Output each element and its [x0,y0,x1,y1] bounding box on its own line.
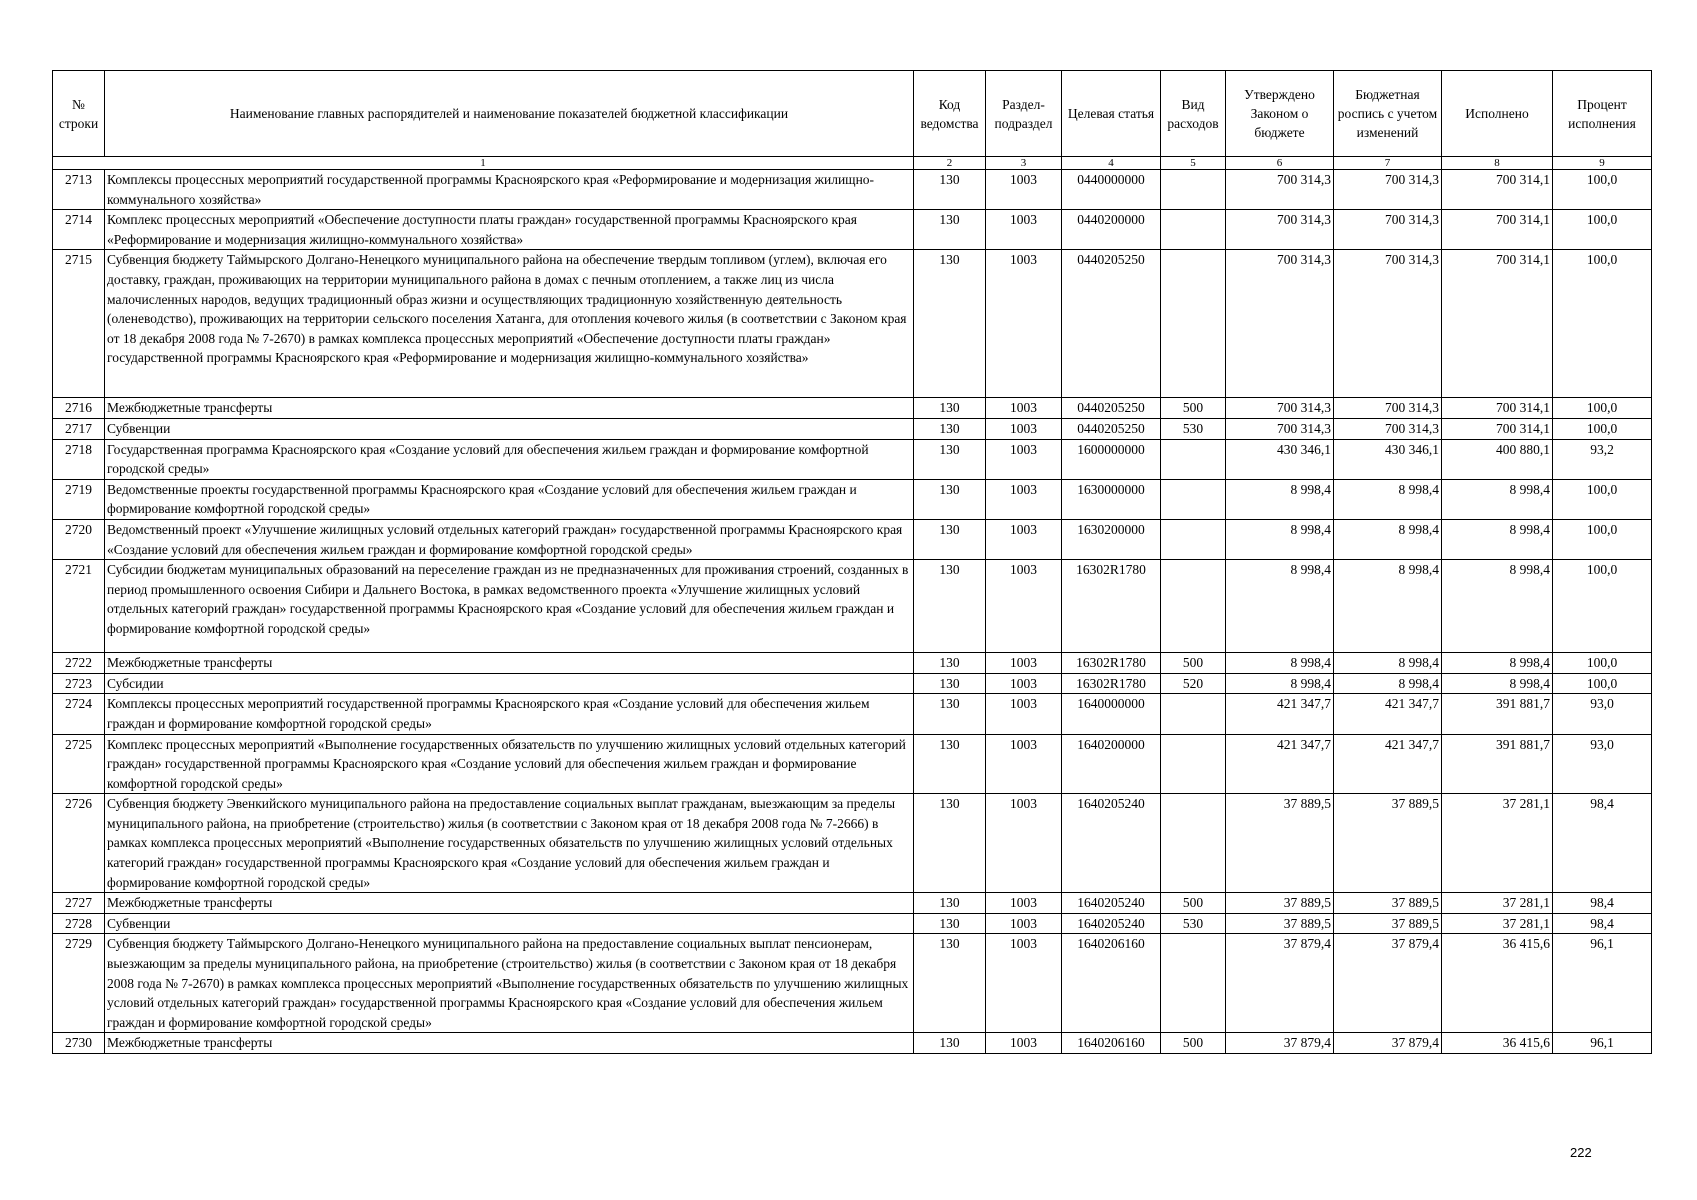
header-target-article: Целевая статья [1062,71,1161,157]
executed-amount-cell: 700 314,1 [1442,398,1553,419]
budget-schedule-cell: 8 998,4 [1334,519,1442,559]
budget-schedule-cell: 8 998,4 [1334,479,1442,519]
row-name-cell: Межбюджетные трансферты [105,653,914,674]
row-name-cell: Ведомственный проект «Улучшение жилищных условий отдельных категорий граждан» государственной программы Красноярского края «Создание условий для обеспечения жильем граждан и формирование комфортной городской среды» [105,519,914,559]
department-code-cell: 130 [914,694,986,734]
executed-amount-cell: 400 880,1 [1442,439,1553,479]
expense-type-cell [1161,439,1226,479]
budget-schedule-cell: 700 314,3 [1334,418,1442,439]
approved-amount-cell: 700 314,3 [1226,398,1334,419]
executed-amount-cell: 8 998,4 [1442,519,1553,559]
executed-amount-cell: 8 998,4 [1442,653,1553,674]
percent-cell: 100,0 [1553,170,1652,210]
approved-amount-cell: 8 998,4 [1226,673,1334,694]
percent-cell: 100,0 [1553,210,1652,250]
table-row [53,694,1652,734]
department-code-cell: 130 [914,560,986,653]
target-article-cell: 1640205240 [1062,893,1161,914]
approved-amount-cell: 8 998,4 [1226,519,1334,559]
department-code-cell: 130 [914,250,986,398]
section-cell: 1003 [986,210,1062,250]
executed-amount-cell: 700 314,1 [1442,418,1553,439]
approved-amount-cell: 37 889,5 [1226,913,1334,934]
department-code-cell: 130 [914,734,986,794]
row-number-cell: 2717 [53,418,105,439]
percent-cell: 100,0 [1553,398,1652,419]
expense-type-cell [1161,210,1226,250]
column-numbers-row [53,157,1652,170]
approved-amount-cell: 430 346,1 [1226,439,1334,479]
table-row [53,479,1652,519]
column-number: 1 [53,157,914,170]
target-article-cell: 16302R1780 [1062,560,1161,653]
row-name-cell: Межбюджетные трансферты [105,893,914,914]
section-cell: 1003 [986,794,1062,893]
approved-amount-cell: 37 889,5 [1226,794,1334,893]
percent-cell: 100,0 [1553,560,1652,653]
row-number-cell: 2726 [53,794,105,893]
target-article-cell: 1640206160 [1062,1033,1161,1054]
section-cell: 1003 [986,673,1062,694]
expense-type-cell [1161,794,1226,893]
target-article-cell: 1640200000 [1062,734,1161,794]
row-number-cell: 2718 [53,439,105,479]
budget-schedule-cell: 37 879,4 [1334,934,1442,1033]
section-cell: 1003 [986,694,1062,734]
row-number-cell: 2728 [53,913,105,934]
executed-amount-cell: 37 281,1 [1442,893,1553,914]
row-name-cell: Комплексы процессных мероприятий государственной программы Красноярского края «Создание условий для обеспечения жильем граждан и формирование комфортной городской среды» [105,694,914,734]
percent-cell: 98,4 [1553,893,1652,914]
column-number: 4 [1062,157,1161,170]
page-number: 222 [1570,1145,1592,1160]
percent-cell: 100,0 [1553,653,1652,674]
budget-schedule-cell: 8 998,4 [1334,560,1442,653]
executed-amount-cell: 700 314,1 [1442,250,1553,398]
executed-amount-cell: 8 998,4 [1442,673,1553,694]
executed-amount-cell: 37 281,1 [1442,794,1553,893]
department-code-cell: 130 [914,1033,986,1054]
approved-amount-cell: 8 998,4 [1226,560,1334,653]
row-name-cell: Субвенция бюджету Эвенкийского муниципального района на предоставление социальных выплат гражданам, выезжающим за пределы муниципального района, на приобретение (строительство) жилья (в соответствии с Законом края от 18 декабря 2008 года № 7-2666) в рамках комплекса процессных мероприятий «Выполнение государственных обязательств по улучшению жилищных условий отдельных категорий граждан» государственной программы Красноярского края «Создание условий для обеспечения жильем граждан и формирование комфортной городской среды» [105,794,914,893]
section-cell: 1003 [986,479,1062,519]
expense-type-cell: 500 [1161,1033,1226,1054]
section-cell: 1003 [986,934,1062,1033]
table-row [53,439,1652,479]
target-article-cell: 0440200000 [1062,210,1161,250]
row-number-cell: 2720 [53,519,105,559]
table-body [53,170,1652,1054]
row-number-cell: 2716 [53,398,105,419]
section-cell: 1003 [986,250,1062,398]
row-name-cell: Субвенции [105,418,914,439]
header-budget-schedule: Бюджетная роспись с учетом изменений [1334,71,1442,157]
percent-cell: 100,0 [1553,250,1652,398]
expense-type-cell: 530 [1161,913,1226,934]
section-cell: 1003 [986,418,1062,439]
row-number-cell: 2723 [53,673,105,694]
header-section: Раздел- подраздел [986,71,1062,157]
table-row [53,673,1652,694]
approved-amount-cell: 700 314,3 [1226,250,1334,398]
target-article-cell: 1640205240 [1062,794,1161,893]
approved-amount-cell: 37 879,4 [1226,1033,1334,1054]
percent-cell: 96,1 [1553,1033,1652,1054]
row-number-cell: 2725 [53,734,105,794]
expense-type-cell [1161,694,1226,734]
header-row-number: № строки [53,71,105,157]
budget-schedule-cell: 8 998,4 [1334,673,1442,694]
row-name-cell: Субвенция бюджету Таймырского Долгано-Ненецкого муниципального района на обеспечение твердым топливом (углем), включая его доставку, граждан, проживающих на территории муниципального района в домах с печным отоплением, а также лиц из числа малочисленных народов, ведущих традиционный образ жизни и осуществляющих традиционную хозяйственную деятельность (оленеводство), проживающих на территории сельского поселения Хатанга, для отопления кочевого жилья (в соответствии с Законом края от 18 декабря 2008 года № 7-2670) в рамках комплекса процессных мероприятий «Обеспечение доступности платы граждан» государственной программы Красноярского края «Реформирование и модернизация жилищно-коммунального хозяйства» [105,250,914,398]
row-number-cell: 2714 [53,210,105,250]
target-article-cell: 0440205250 [1062,250,1161,398]
percent-cell: 100,0 [1553,418,1652,439]
expense-type-cell [1161,479,1226,519]
header-row [53,71,1652,157]
table-row [53,210,1652,250]
department-code-cell: 130 [914,418,986,439]
budget-schedule-cell: 700 314,3 [1334,250,1442,398]
table-row [53,560,1652,653]
executed-amount-cell: 37 281,1 [1442,913,1553,934]
section-cell: 1003 [986,560,1062,653]
target-article-cell: 16302R1780 [1062,673,1161,694]
executed-amount-cell: 8 998,4 [1442,479,1553,519]
expense-type-cell: 520 [1161,673,1226,694]
section-cell: 1003 [986,913,1062,934]
executed-amount-cell: 8 998,4 [1442,560,1553,653]
section-cell: 1003 [986,519,1062,559]
approved-amount-cell: 421 347,7 [1226,694,1334,734]
department-code-cell: 130 [914,519,986,559]
row-name-cell: Ведомственные проекты государственной программы Красноярского края «Создание условий для обеспечения жильем граждан и формирование комфортной городской среды» [105,479,914,519]
percent-cell: 100,0 [1553,519,1652,559]
section-cell: 1003 [986,734,1062,794]
percent-cell: 93,0 [1553,694,1652,734]
column-number: 3 [986,157,1062,170]
header-name: Наименование главных распорядителей и наименование показателей бюджетной классификации [105,71,914,157]
budget-schedule-cell: 37 879,4 [1334,1033,1442,1054]
row-number-cell: 2713 [53,170,105,210]
expense-type-cell [1161,250,1226,398]
executed-amount-cell: 700 314,1 [1442,170,1553,210]
header-approved: Утверждено Законом о бюджете [1226,71,1334,157]
row-number-cell: 2729 [53,934,105,1033]
department-code-cell: 130 [914,794,986,893]
expense-type-cell: 530 [1161,418,1226,439]
budget-schedule-cell: 37 889,5 [1334,893,1442,914]
table-row [53,794,1652,893]
budget-schedule-cell: 421 347,7 [1334,694,1442,734]
department-code-cell: 130 [914,673,986,694]
budget-schedule-cell: 8 998,4 [1334,653,1442,674]
target-article-cell: 1640205240 [1062,913,1161,934]
percent-cell: 100,0 [1553,673,1652,694]
column-number: 5 [1161,157,1226,170]
row-number-cell: 2719 [53,479,105,519]
approved-amount-cell: 8 998,4 [1226,479,1334,519]
column-number: 9 [1553,157,1652,170]
section-cell: 1003 [986,653,1062,674]
expense-type-cell: 500 [1161,653,1226,674]
expense-type-cell [1161,519,1226,559]
table-row [53,734,1652,794]
expense-type-cell [1161,560,1226,653]
column-number: 2 [914,157,986,170]
department-code-cell: 130 [914,893,986,914]
percent-cell: 93,2 [1553,439,1652,479]
column-number: 8 [1442,157,1553,170]
target-article-cell: 1600000000 [1062,439,1161,479]
approved-amount-cell: 700 314,3 [1226,170,1334,210]
approved-amount-cell: 700 314,3 [1226,210,1334,250]
expense-type-cell: 500 [1161,398,1226,419]
expense-type-cell [1161,934,1226,1033]
row-name-cell: Комплекс процессных мероприятий «Обеспечение доступности платы граждан» государственной программы Красноярского края «Реформирование и модернизация жилищно-коммунального хозяйства» [105,210,914,250]
department-code-cell: 130 [914,398,986,419]
table-row [53,418,1652,439]
percent-cell: 100,0 [1553,479,1652,519]
executed-amount-cell: 391 881,7 [1442,694,1553,734]
expense-type-cell: 500 [1161,893,1226,914]
department-code-cell: 130 [914,913,986,934]
row-name-cell: Межбюджетные трансферты [105,398,914,419]
section-cell: 1003 [986,439,1062,479]
executed-amount-cell: 36 415,6 [1442,1033,1553,1054]
executed-amount-cell: 391 881,7 [1442,734,1553,794]
header-department-code: Код ведомства [914,71,986,157]
row-name-cell: Государственная программа Красноярского края «Создание условий для обеспечения жильем граждан и формирование комфортной городской среды» [105,439,914,479]
header-executed: Исполнено [1442,71,1553,157]
table-row [53,1033,1652,1054]
budget-schedule-cell: 700 314,3 [1334,170,1442,210]
section-cell: 1003 [986,1033,1062,1054]
target-article-cell: 0440000000 [1062,170,1161,210]
header-percent: Процент исполнения [1553,71,1652,157]
row-number-cell: 2727 [53,893,105,914]
percent-cell: 93,0 [1553,734,1652,794]
target-article-cell: 1640000000 [1062,694,1161,734]
target-article-cell: 0440205250 [1062,418,1161,439]
table-row [53,519,1652,559]
table-row [53,653,1652,674]
budget-schedule-cell: 700 314,3 [1334,398,1442,419]
row-number-cell: 2721 [53,560,105,653]
row-number-cell: 2715 [53,250,105,398]
column-number: 6 [1226,157,1334,170]
table-row [53,934,1652,1033]
section-cell: 1003 [986,893,1062,914]
approved-amount-cell: 421 347,7 [1226,734,1334,794]
row-name-cell: Межбюджетные трансферты [105,1033,914,1054]
approved-amount-cell: 8 998,4 [1226,653,1334,674]
department-code-cell: 130 [914,439,986,479]
row-name-cell: Субсидии бюджетам муниципальных образований на переселение граждан из не предназначенных для проживания строений, созданных в период промышленного освоения Сибири и Дальнего Востока, в рамках ведомственного проекта «Улучшение жилищных условий отдельных категорий граждан» государственной программы Красноярского края «Создание условий для обеспечения жильем граждан и формирование комфортной городской среды» [105,560,914,653]
approved-amount-cell: 37 879,4 [1226,934,1334,1033]
section-cell: 1003 [986,398,1062,419]
executed-amount-cell: 700 314,1 [1442,210,1553,250]
percent-cell: 98,4 [1553,794,1652,893]
section-cell: 1003 [986,170,1062,210]
row-name-cell: Субвенция бюджету Таймырского Долгано-Ненецкого муниципального района на предоставление социальных выплат пенсионерам, выезжающим за пределы муниципального района, на приобретение (строительство) жилья (в соответствии с Законом края от 18 декабря 2008 года № 7-2670) в рамках комплекса процессных мероприятий «Выполнение государственных обязательств по улучшению жилищных условий отдельных категорий граждан» государственной программы Красноярского края «Создание условий для обеспечения жильем граждан и формирование комфортной городской среды» [105,934,914,1033]
budget-schedule-cell: 37 889,5 [1334,913,1442,934]
budget-schedule-cell: 430 346,1 [1334,439,1442,479]
row-number-cell: 2730 [53,1033,105,1054]
row-name-cell: Субсидии [105,673,914,694]
approved-amount-cell: 700 314,3 [1226,418,1334,439]
department-code-cell: 130 [914,210,986,250]
column-number: 7 [1334,157,1442,170]
table-row [53,250,1652,398]
budget-execution-table [52,70,1652,1054]
target-article-cell: 1640206160 [1062,934,1161,1033]
budget-schedule-cell: 700 314,3 [1334,210,1442,250]
row-name-cell: Комплексы процессных мероприятий государственной программы Красноярского края «Реформирование и модернизация жилищно-коммунального хозяйства» [105,170,914,210]
table-row [53,913,1652,934]
target-article-cell: 1630000000 [1062,479,1161,519]
executed-amount-cell: 36 415,6 [1442,934,1553,1033]
budget-schedule-cell: 37 889,5 [1334,794,1442,893]
table-row [53,398,1652,419]
department-code-cell: 130 [914,934,986,1033]
department-code-cell: 130 [914,170,986,210]
row-name-cell: Комплекс процессных мероприятий «Выполнение государственных обязательств по улучшению жилищных условий отдельных категорий граждан» государственной программы Красноярского края «Создание условий для обеспечения жильем граждан и формирование комфортной городской среды» [105,734,914,794]
header-expense-type: Вид расходов [1161,71,1226,157]
approved-amount-cell: 37 889,5 [1226,893,1334,914]
percent-cell: 96,1 [1553,934,1652,1033]
target-article-cell: 16302R1780 [1062,653,1161,674]
target-article-cell: 1630200000 [1062,519,1161,559]
table-row [53,893,1652,914]
budget-schedule-cell: 421 347,7 [1334,734,1442,794]
expense-type-cell [1161,734,1226,794]
percent-cell: 98,4 [1553,913,1652,934]
row-number-cell: 2724 [53,694,105,734]
row-name-cell: Субвенции [105,913,914,934]
target-article-cell: 0440205250 [1062,398,1161,419]
expense-type-cell [1161,170,1226,210]
department-code-cell: 130 [914,653,986,674]
row-number-cell: 2722 [53,653,105,674]
department-code-cell: 130 [914,479,986,519]
table-row [53,170,1652,210]
